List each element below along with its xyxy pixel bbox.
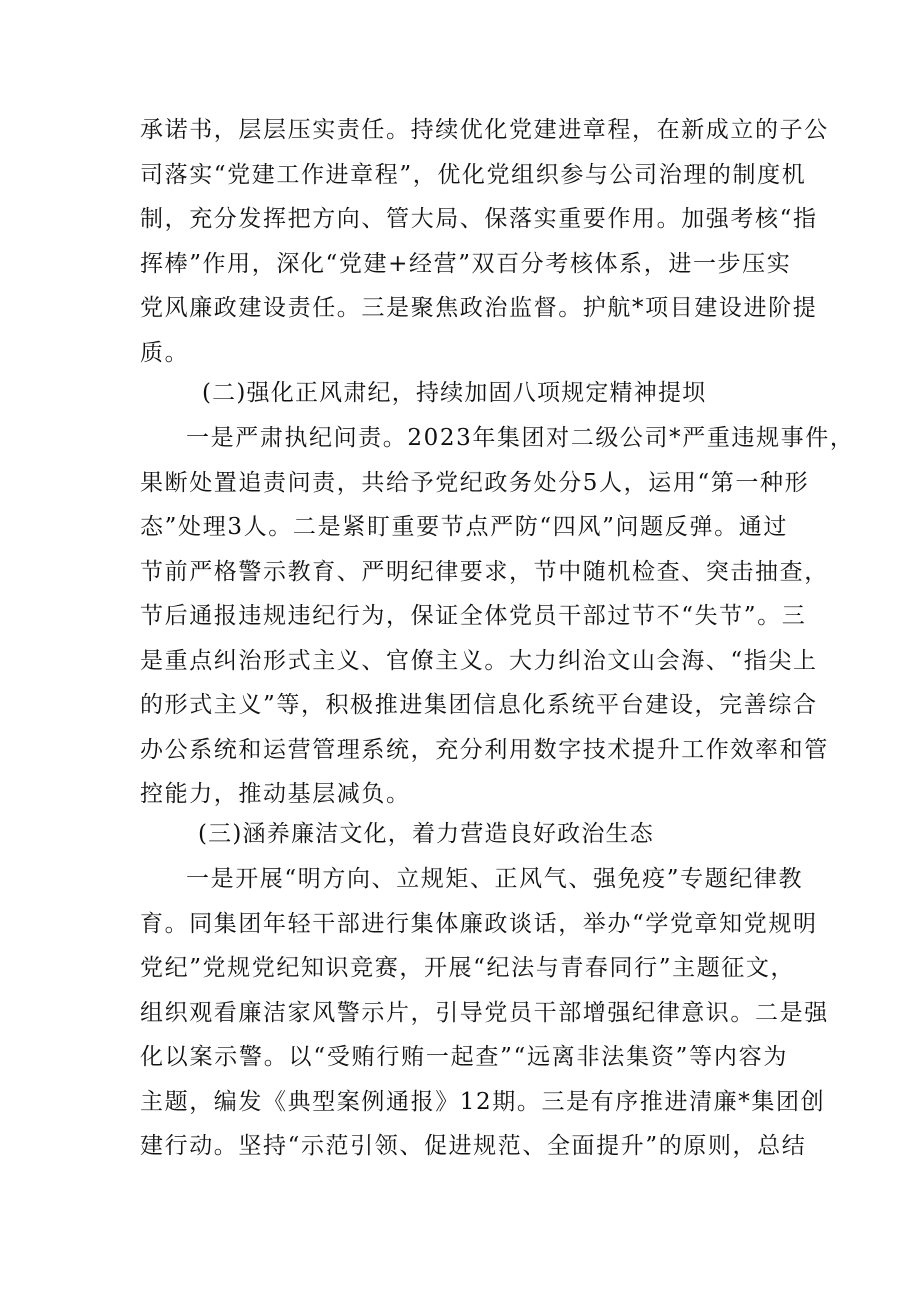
text-line: 态”处理3人。二是紧盯重要节点严防“四风”问题反弹。通过 [140,514,788,540]
text-line: 一是严肃执纪问责。2023年集团对二级公司*严重违规事件， [186,425,855,451]
text-line: 质。 [140,339,190,366]
section-heading-2: (二)强化正风肃纪，持续加固八项规定精神提坝 [202,380,707,406]
text-line: 节前严格警示教育、严明纪律要求，节中随机检查、突击抽查， [140,558,829,585]
text-line: 是重点纠治形式主义、官僚主义。大力纠治文山会海、“指尖上 [140,647,818,674]
text-line: 承诺书，层层压实责任。持续优化党建进章程，在新成立的子公 [140,117,829,143]
text-line: 司落实“党建工作进章程”，优化党组织参与公司治理的制度机 [140,161,807,188]
text-line: 党风廉政建设责任。三是聚焦政治监督。护航*项目建设进阶提 [140,295,818,321]
text-line: 制，充分发挥把方向、管大局、保落实重要作用。加强考核“指 [140,206,818,232]
text-line: 一是开展“明方向、立规矩、正风气、强免疫”专题纪律教 [186,866,804,892]
paragraph-integrity-culture [140,857,829,1169]
text-line: 的形式主义”等，积极推进集团信息化系统平台建设，完善综合 [140,692,818,718]
text-line: 主题，编发《典型案例通报》12期。三是有序推进清廉*集团创 [140,1088,826,1115]
text-line: 控能力，推动基层减负。 [140,781,411,807]
text-line: 建行动。坚持“示范引领、促进规范、全面提升”的原则，总结 [140,1133,807,1159]
paragraph-discipline [140,416,855,817]
text-line: 节后通报违规违纪行为，保证全体党员干部过节不“失节”。三 [140,603,807,629]
text-line: 果断处置追责问责，共给予党纪政务处分5人，运用“第一种形 [140,469,810,496]
text-line: 办公系统和运营管理系统，充分利用数字技术提升工作效率和管 [140,736,829,763]
text-line: 组织观看廉洁家风警示片，引导党员干部增强纪律意识。二是强 [140,999,829,1026]
text-line: 党纪”党规党纪知识竞赛，开展“纪法与青春同行”主题征文， [140,955,796,981]
paragraph-party-building [140,108,829,375]
text-line: 育。同集团年轻干部进行集体廉政谈话，举办“学党章知党规明 [140,910,818,937]
section-heading-3: (三)涵养廉洁文化，着力营造良好政治生态 [198,821,654,847]
text-line: 挥棒”作用，深化“党建+经营”双百分考核体系，进一步压实 [140,250,792,277]
text-line: 化以案示警。以“受贿行贿一起查”“远离非法集资”等内容为 [140,1044,788,1070]
